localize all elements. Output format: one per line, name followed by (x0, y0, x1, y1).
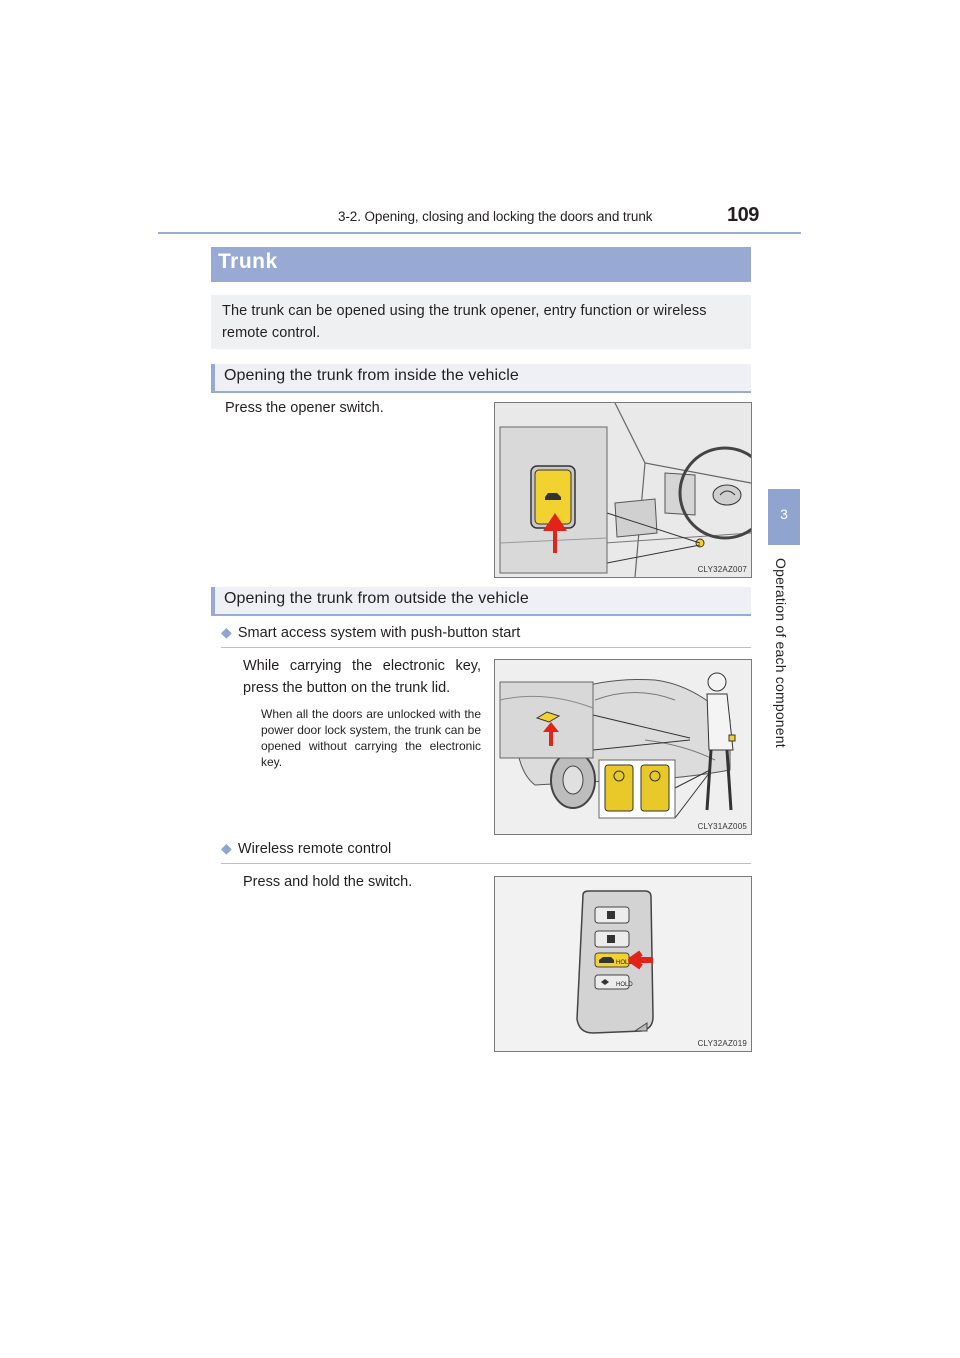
title-band (211, 247, 751, 282)
figure-code: CLY31AZ005 (697, 822, 747, 831)
remote-key-illustration (495, 877, 751, 1051)
chapter-tab (768, 489, 800, 545)
section-heading-outside (211, 587, 751, 615)
subsection-rule (221, 647, 751, 648)
smart-access-instruction: While carrying the electronic key, press the button on the trunk lid. (243, 658, 481, 696)
subsection-heading-wireless: ◆ Wireless remote control (221, 840, 392, 857)
intro-box (211, 295, 751, 349)
opener-switch-illustration (495, 403, 751, 577)
section-title: Opening the trunk from outside the vehicle (224, 590, 529, 607)
diamond-bullet-icon: ◆ (221, 624, 232, 640)
diamond-bullet-icon: ◆ (221, 840, 232, 856)
hold-label: HOLD (616, 982, 633, 988)
smart-access-note: When all the doors are unlocked with the power door lock system, the trunk can be opened without carrying the electronic key. (261, 707, 481, 769)
running-head: 3-2. Opening, closing and locking the doors and trunk (338, 209, 653, 224)
page-number: 109 (727, 204, 759, 226)
subsection-rule (221, 863, 751, 864)
section-title: Opening the trunk from inside the vehicle (224, 367, 519, 384)
figure-remote-key (494, 876, 752, 1052)
hold-label: HOLD (616, 960, 633, 966)
figure-code: CLY32AZ019 (697, 1039, 747, 1048)
chapter-number: 3 (780, 506, 788, 522)
section-heading-inside (211, 364, 751, 392)
intro-text: The trunk can be opened using the trunk opener, entry function or wireless remote control. (222, 303, 707, 341)
inside-instruction: Press the opener switch. (225, 400, 384, 416)
page-title: Trunk (218, 250, 278, 273)
trunk-button-illustration (495, 660, 751, 834)
figure-opener-switch (494, 402, 752, 578)
subsection-heading-smart-access: ◆ Smart access system with push-button start (221, 624, 521, 641)
chapter-label: Operation of each component (773, 558, 789, 748)
figure-code: CLY32AZ007 (697, 565, 747, 574)
header-rule (158, 232, 801, 234)
figure-trunk-button (494, 659, 752, 835)
wireless-instruction: Press and hold the switch. (243, 874, 413, 890)
